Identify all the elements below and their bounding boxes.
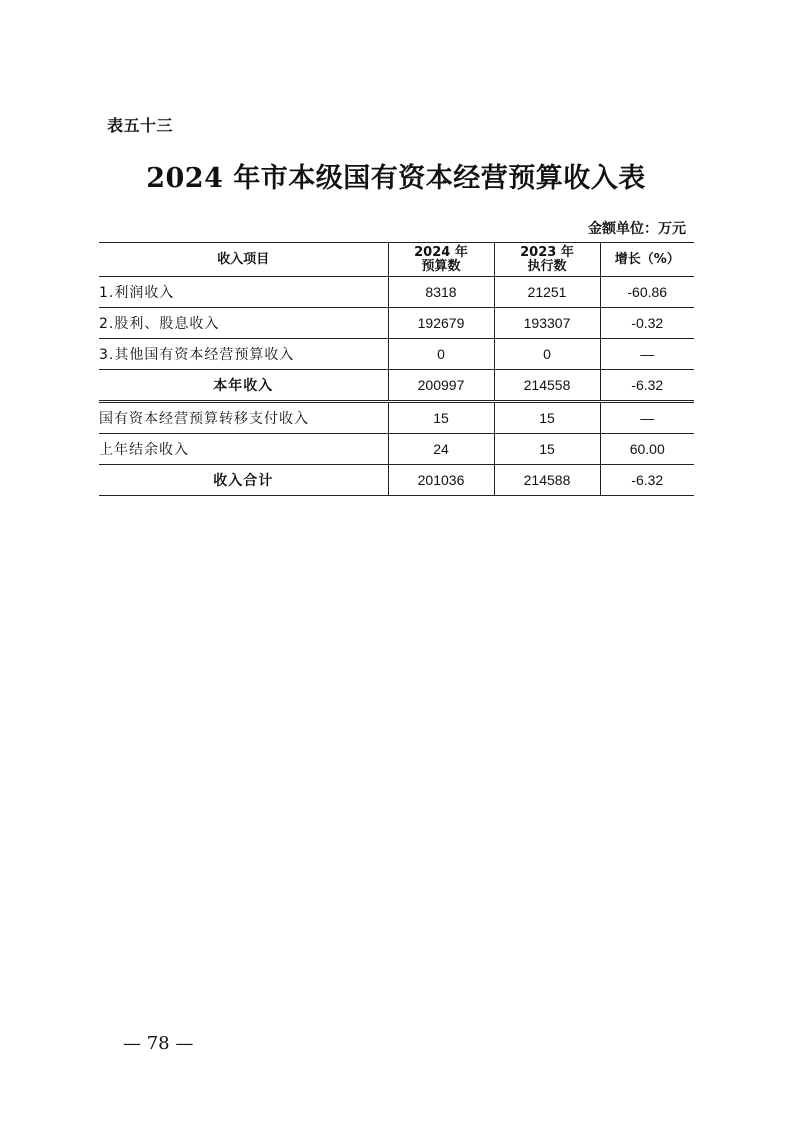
row-actual: 0 — [494, 339, 600, 370]
row-growth: -6.32 — [631, 472, 664, 488]
table-row — [99, 339, 694, 370]
row-actual: 21251 — [494, 277, 600, 308]
table-header-row — [99, 243, 694, 277]
unit-label: 金额单位：万元 — [588, 221, 686, 237]
table-row — [99, 434, 694, 465]
column-header-growth: 增长（%） — [614, 251, 680, 267]
row-actual: 214588 — [494, 465, 600, 496]
row-budget: 24 — [388, 434, 494, 465]
table-row — [99, 402, 694, 434]
row-item: 3.其他国有资本经营预算收入 — [99, 339, 388, 370]
column-header-budget-year: 2024 年 — [414, 244, 468, 260]
row-growth: -6.32 — [631, 377, 664, 393]
row-actual: 15 — [494, 434, 600, 465]
row-growth: -0.32 — [631, 315, 664, 331]
column-header-actual-year: 2023 年 — [520, 244, 574, 260]
row-budget: 201036 — [388, 465, 494, 496]
column-header-actual — [494, 243, 600, 277]
row-item: 收入合计 — [99, 465, 388, 496]
table-label: 表五十三 — [107, 116, 174, 135]
page-title: 2024 年市本级国有资本经营预算收入表 — [146, 163, 646, 194]
row-growth: — — [640, 346, 655, 362]
row-budget: 8318 — [388, 277, 494, 308]
row-budget: 200997 — [388, 370, 494, 402]
row-actual: 193307 — [494, 308, 600, 339]
row-item: 1.利润收入 — [99, 277, 388, 308]
column-header-item: 收入项目 — [99, 243, 388, 277]
row-growth: — — [640, 410, 655, 426]
page-number: — 78 — — [123, 1033, 194, 1054]
row-budget: 192679 — [388, 308, 494, 339]
row-item: 国有资本经营预算转移支付收入 — [99, 402, 388, 434]
subtotal-row — [99, 370, 694, 402]
row-growth: -60.86 — [627, 284, 668, 300]
row-item: 上年结余收入 — [99, 434, 388, 465]
total-row — [99, 465, 694, 496]
column-header-budget — [388, 243, 494, 277]
table-row — [99, 308, 694, 339]
row-item: 本年收入 — [99, 370, 388, 402]
revenue-table — [99, 242, 694, 496]
row-actual: 214558 — [494, 370, 600, 402]
row-budget: 15 — [388, 402, 494, 434]
row-actual: 15 — [494, 402, 600, 434]
column-header-budget-label: 预算数 — [421, 258, 461, 274]
table-row — [99, 277, 694, 308]
row-growth: 60.00 — [629, 441, 665, 457]
column-header-actual-label: 执行数 — [527, 258, 567, 274]
row-budget: 0 — [388, 339, 494, 370]
row-item: 2.股利、股息收入 — [99, 308, 388, 339]
